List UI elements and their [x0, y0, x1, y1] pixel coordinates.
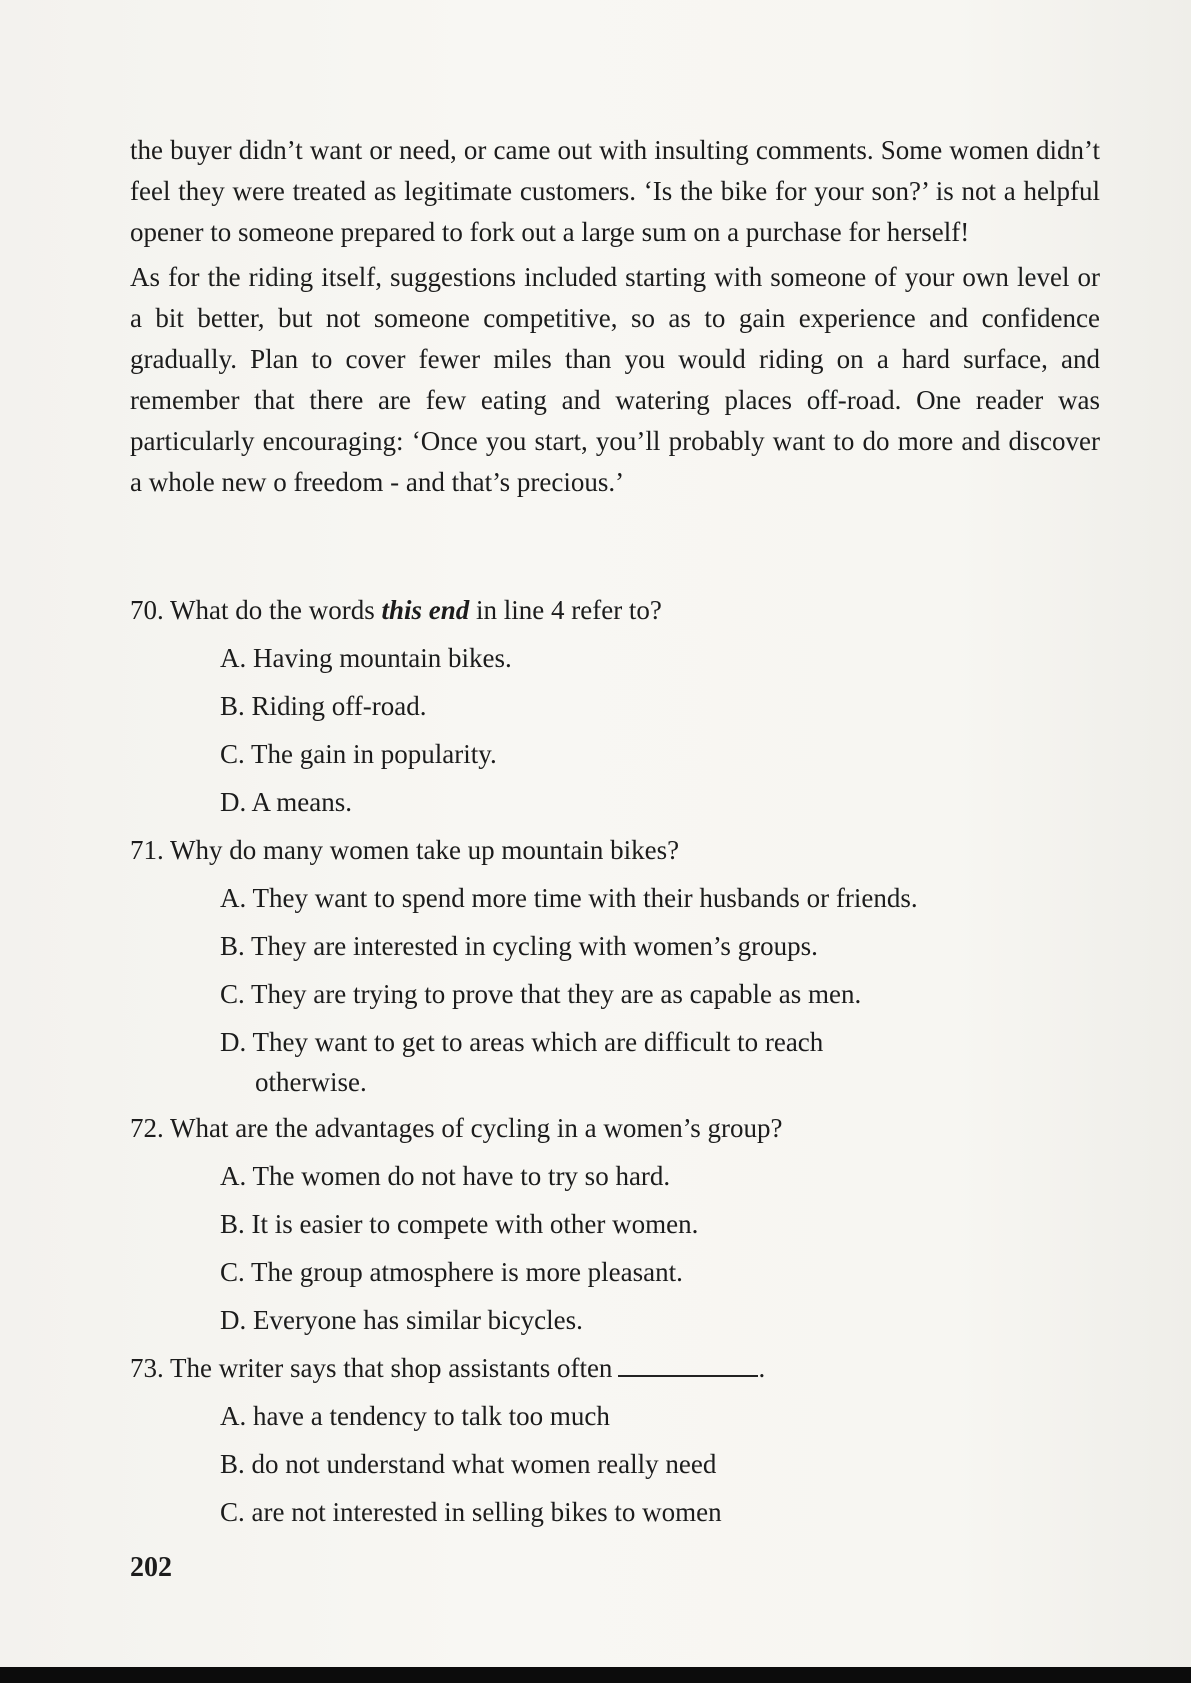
stem-end: . [758, 1353, 766, 1383]
passage-paragraph: As for the riding itself, suggestions included starting with someone of your own level or a bit better, but not someone competitive, so as to gain experience and confidence gradually. Plan to cover fewer miles than you would riding on a hard surface, and remember that there are few eating and watering places off-road. One reader was particularly encouraging: ‘Once you start, you’ll probably want to do more and discover a whole new o freedom - and that’s precious.’ [130, 262, 1100, 497]
question-stem [130, 590, 1100, 638]
passage-paragraph: the buyer didn’t want or need, or came out with insulting comments. Some women didn’t feel they were treated as legitimate customers. ‘Is the bike for your son?’ is not a helpful opener to someone prepared to fork out a large sum on a purchase for herself! [130, 135, 1100, 247]
option-a: A. Having mountain bikes. [220, 643, 512, 673]
question-list [130, 590, 1100, 1540]
option-d-continuation: otherwise. [255, 1067, 367, 1097]
question-stem: 72. What are the advantages of cycling in a women’s group? [130, 1113, 783, 1143]
option-b: B. It is easier to compete with other women. [220, 1209, 699, 1239]
option-b: B. They are interested in cycling with women’s groups. [220, 931, 818, 961]
stem-text: 70. What do the words [130, 595, 382, 625]
option-c: C. They are trying to prove that they are as capable as men. [220, 979, 862, 1009]
option-c: C. are not interested in selling bikes to women [220, 1497, 722, 1527]
option-d [220, 1022, 1100, 1108]
stem-text: in line 4 refer to? [469, 595, 662, 625]
page-number: 202 [130, 1552, 172, 1583]
option-c: C. The gain in popularity. [220, 739, 497, 769]
answer-blank [618, 1353, 758, 1377]
question-72 [130, 1108, 1100, 1348]
scan-bottom-border [0, 1667, 1191, 1683]
option-d: D. A means. [220, 787, 352, 817]
question-73 [130, 1348, 1100, 1540]
question-71 [130, 830, 1100, 1108]
option-b: B. do not understand what women really need [220, 1449, 717, 1479]
option-a: A. They want to spend more time with their husbands or friends. [220, 883, 918, 913]
option-a: A. The women do not have to try so hard. [220, 1161, 671, 1191]
reading-passage [130, 130, 1100, 507]
question-70 [130, 590, 1100, 830]
option-a: A. have a tendency to talk too much [220, 1401, 610, 1431]
question-stem: 71. Why do many women take up mountain bikes? [130, 835, 680, 865]
stem-emphasis: this end [381, 595, 470, 625]
question-stem [130, 1348, 1100, 1396]
option-d: D. Everyone has similar bicycles. [220, 1305, 583, 1335]
option-b: B. Riding off-road. [220, 691, 427, 721]
option-d-text: D. They want to get to areas which are difficult to reach [220, 1027, 824, 1057]
option-c: C. The group atmosphere is more pleasant. [220, 1257, 683, 1287]
stem-text: 73. The writer says that shop assistants often [130, 1353, 613, 1383]
